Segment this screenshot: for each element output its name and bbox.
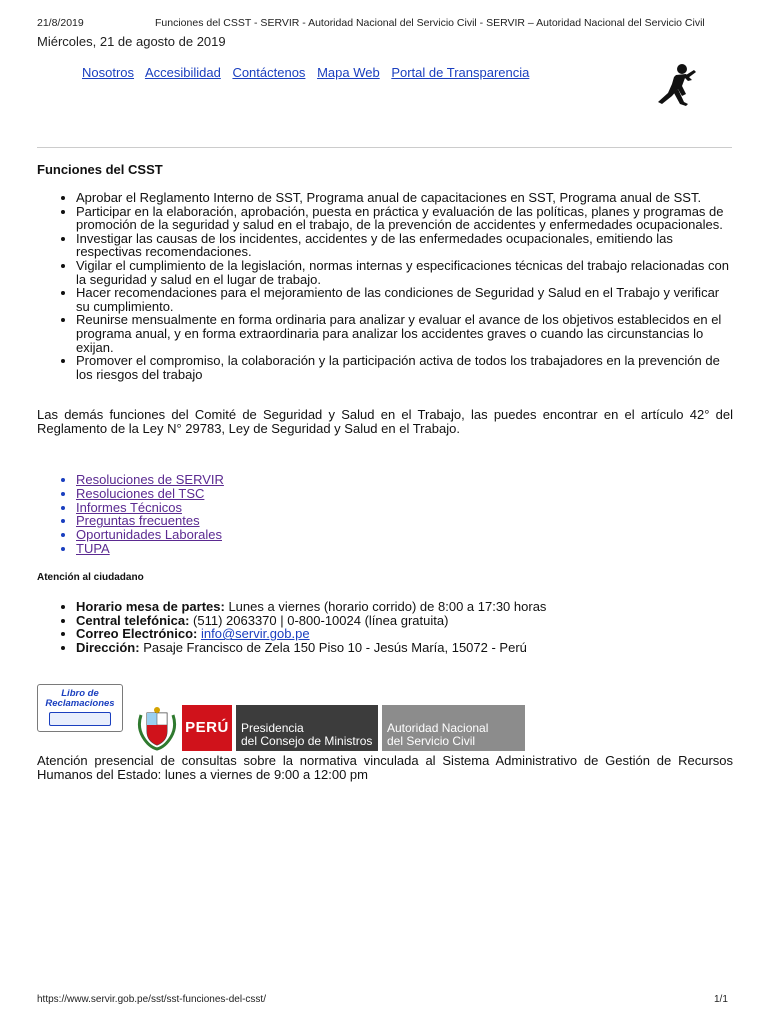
function-item: • Vigilar el cumplimiento de la legislación, normas internas y especificaciones técnicas del trabajo relacionadas con la seguridad y salud en el lugar de trabajo. <box>76 259 733 286</box>
functions-paragraph: Las demás funciones del Comité de Seguridad y Salud en el Trabajo, las puedes encontrar en el artículo 42° del Reglamento de la Ley N° 29783, Ley de Seguridad y Salud en el Trabajo. <box>37 407 733 436</box>
libro-reclamaciones-label: Libro de Reclamaciones <box>45 688 115 709</box>
related-link-item <box>76 473 224 487</box>
function-item: • Investigar las causas de los incidentes, accidentes y de las enfermedades ocupacionales, emitiendo las respectivas recomendaciones. <box>76 232 733 259</box>
contact-address <box>76 641 546 655</box>
nav-link-mapa-web[interactable]: Mapa Web <box>317 65 380 80</box>
link-resoluciones-servir[interactable]: Resoluciones de SERVIR <box>76 472 224 487</box>
libro-reclamaciones-button[interactable] <box>37 684 123 732</box>
autoridad-line2: del Servicio Civil <box>387 734 476 748</box>
page-title: Funciones del CSST <box>37 162 163 177</box>
function-item: • Aprobar el Reglamento Interno de SST, Programa anual de capacitaciones en SST, Programa anual de SST. <box>76 191 733 205</box>
current-date: Miércoles, 21 de agosto de 2019 <box>37 34 226 49</box>
link-preguntas-frecuentes[interactable]: Preguntas frecuentes <box>76 513 200 529</box>
print-date: 21/8/2019 <box>37 17 84 29</box>
contact-email <box>76 627 546 641</box>
contact-value: (511) 2063370 | 0-800-10024 (línea gratuita) <box>189 612 449 628</box>
book-icon <box>49 712 111 726</box>
contact-label: Dirección: <box>76 639 140 655</box>
related-link-item <box>76 514 224 528</box>
footer-url: https://www.servir.gob.pe/sst/sst-funciones-del-csst/ <box>37 994 266 1005</box>
contact-hours <box>76 600 546 614</box>
contact-label: Correo Electrónico: <box>76 626 198 642</box>
related-link-item <box>76 501 224 515</box>
link-resoluciones-tsc[interactable]: Resoluciones del TSC <box>76 485 205 501</box>
link-informes-tecnicos[interactable]: Informes Técnicos <box>76 499 182 515</box>
top-navigation <box>82 65 537 80</box>
contact-value: Pasaje Francisco de Zela 150 Piso 10 - Jesús María, 15072 - Perú <box>139 639 527 655</box>
nav-link-accesibilidad[interactable]: Accesibilidad <box>144 65 221 80</box>
function-item: • Participar en la elaboración, aprobación, puesta en práctica y evaluación de las políticas, planes y programas de promoción de la seguridad y salud en el trabajo, de la prevención de accidentes y enfermedades ocupacionales. <box>76 205 733 232</box>
peru-logo: PERÚ <box>182 705 232 751</box>
link-oportunidades-laborales[interactable]: Oportunidades Laborales <box>76 527 222 543</box>
contact-phone <box>76 614 546 628</box>
function-item: • Reunirse mensualmente en forma ordinaria para analizar y evaluar el avance de los objetivos establecidos en el programa anual, y en forma extraordinaria para analizar los accidentes graves o cuando las circunstancias lo exijan. <box>76 313 733 354</box>
presidencia-line2: del Consejo de Ministros <box>241 734 373 748</box>
page-number: 1/1 <box>714 994 728 1005</box>
nav-link-nosotros[interactable]: Nosotros <box>82 65 135 80</box>
autoridad-logo <box>382 705 525 751</box>
contact-value: Lunes a viernes (horario corrido) de 8:00 a 17:30 horas <box>224 599 547 614</box>
nav-link-contactenos[interactable]: Contáctenos <box>232 65 306 80</box>
related-links <box>37 473 224 556</box>
related-link-item <box>76 542 224 556</box>
contact-label: Central telefónica: <box>76 612 190 628</box>
peru-coat-of-arms-icon <box>137 705 177 751</box>
autoridad-line1: Autoridad Nacional <box>387 721 489 735</box>
contact-list <box>37 600 546 654</box>
presidencia-line1: Presidencia <box>241 721 304 735</box>
related-link-item <box>76 487 224 501</box>
function-item: • Promover el compromiso, la colaboración y la participación activa de todos los trabajadores en la prevención de los riesgos del trabajo <box>76 354 733 381</box>
divider <box>37 147 732 148</box>
related-link-item <box>76 528 224 542</box>
link-tupa[interactable]: TUPA <box>76 540 110 556</box>
function-item: • Hacer recomendaciones para el mejoramiento de las condiciones de Seguridad y Salud en el Trabajo y verificar su cumplimiento. <box>76 286 733 313</box>
attention-heading: Atención al ciudadano <box>37 572 144 583</box>
email-link[interactable]: info@servir.gob.pe <box>200 626 310 642</box>
print-header <box>37 17 737 31</box>
presidencia-logo <box>236 705 378 751</box>
attention-text: Atención presencial de consultas sobre la normativa vinculada al Sistema Administrativo de Gestión de Recursos Humanos del Estado: lunes a viernes de 9:00 a 12:00 pm <box>37 753 733 782</box>
functions-list <box>37 191 733 381</box>
worker-pushing-icon <box>652 62 698 108</box>
nav-link-transparencia[interactable]: Portal de Transparencia <box>391 65 530 80</box>
contact-label: Horario mesa de partes: <box>76 599 225 614</box>
print-title: Funciones del CSST - SERVIR - Autoridad Nacional del Servicio Civil - SERVIR – Autoridad Nacional del Servicio Civil <box>155 17 705 29</box>
